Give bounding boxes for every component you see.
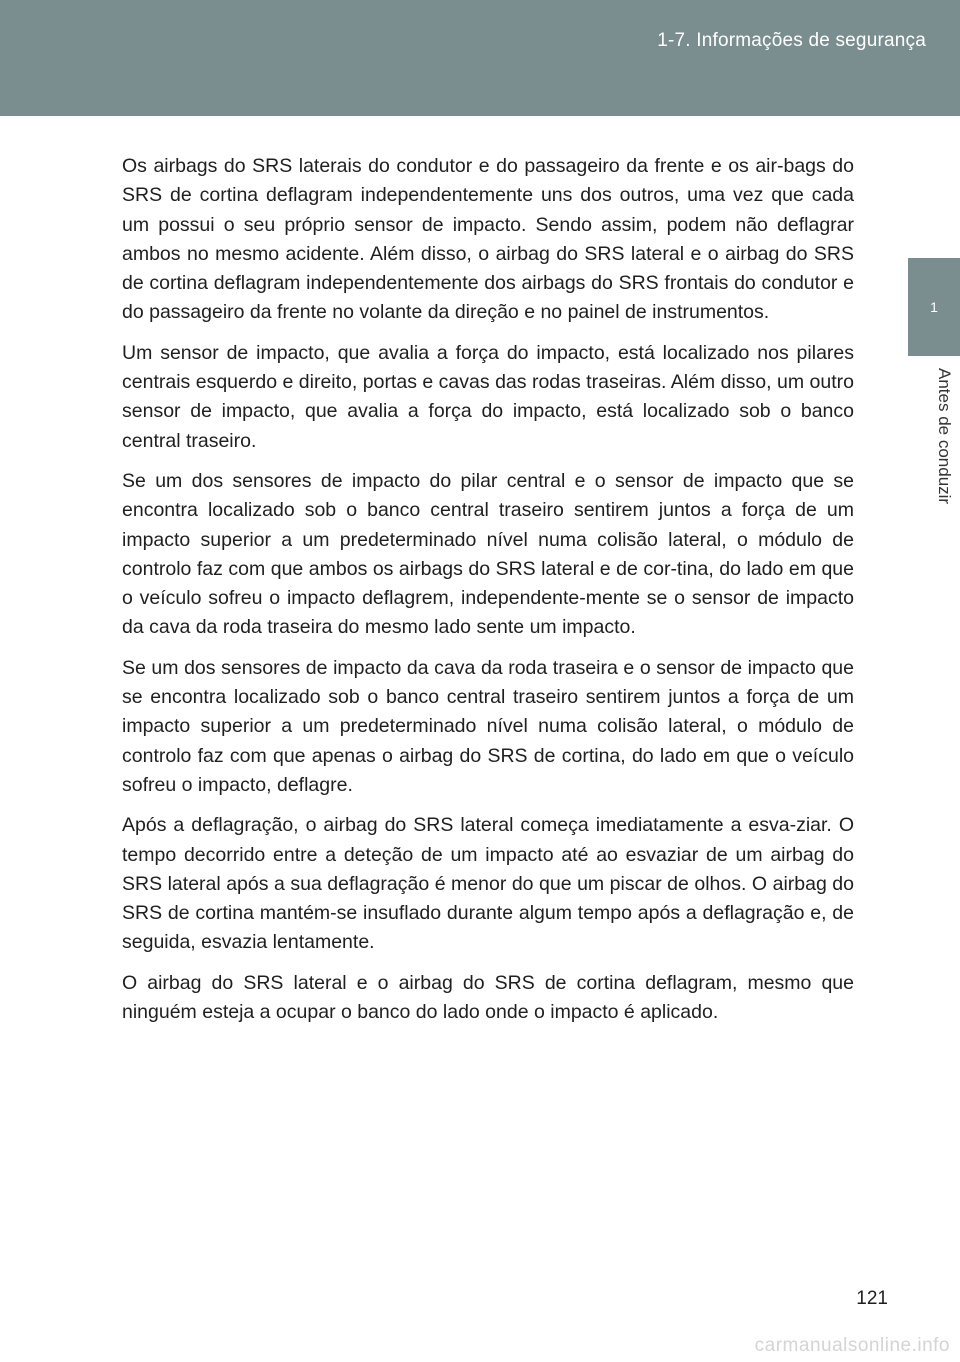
- chapter-number: 1: [930, 299, 938, 315]
- section-title: 1-7. Informações de segurança: [657, 30, 926, 51]
- watermark: carmanualsonline.info: [754, 1335, 950, 1356]
- paragraph: Os airbags do SRS laterais do condutor e do passageiro da frente e os air-bags do SRS de cortina deflagram independentemente uns dos outros, uma vez que cada um possui o seu próprio sensor de impacto. Sendo assim, podem não deflagrar ambos no mesmo acidente. Além disso, o airbag do SRS lateral e o airbag do SRS de cortina deflagram independentemente dos airbags do SRS frontais do condutor e do passageiro da frente no volante da direção e no painel de instrumentos.: [122, 155, 854, 324]
- paragraph: O airbag do SRS lateral e o airbag do SRS de cortina deflagram, mesmo que ninguém esteja a ocupar o banco do lado onde o impacto é aplicado.: [122, 971, 854, 1024]
- chapter-label: Antes de conduzir: [935, 368, 954, 505]
- chapter-tab[interactable]: [908, 258, 960, 356]
- paragraph: Após a deflagração, o airbag do SRS lateral começa imediatamente a esva-ziar. O tempo decorrido entre a deteção de um impacto até ao esvaziar de um airbag do SRS lateral após a sua deflagração é menor do que um piscar de olhos. O airbag do SRS de cortina mantém-se insuflado durante algum tempo após a deflagração e, de seguida, esvazia lentamente.: [122, 814, 854, 954]
- header-band: [0, 0, 960, 116]
- paragraph: Um sensor de impacto, que avalia a força do impacto, está localizado nos pilares centrais esquerdo e direito, portas e cavas das rodas traseiras. Além disso, um outro sensor de impacto, que avalia a força do impacto, está localizado sob o banco central traseiro.: [122, 341, 854, 452]
- paragraph: Se um dos sensores de impacto do pilar central e o sensor de impacto que se encontra localizado sob o banco central traseiro sentirem juntos a força de um impacto superior a um predeterminado nível numa colisão lateral, o módulo de controlo faz com que ambos os airbags do SRS lateral e de cor-tina, do lado em que o veículo sofreu o impacto deflagrem, independente-mente se o sensor de impacto da cava da roda traseira do mesmo lado sente um impacto.: [122, 469, 854, 639]
- page-body: [122, 152, 854, 1038]
- paragraph: Se um dos sensores de impacto da cava da roda traseira e o sensor de impacto que se encontra localizado sob o banco central traseiro sentirem juntos a força de um impacto superior a um predeterminado nível numa colisão lateral, o módulo de controlo faz com que apenas o airbag do SRS de cortina, do lado em que o veículo sofreu o impacto, deflagre.: [122, 656, 854, 796]
- page-number: 121: [856, 1288, 888, 1309]
